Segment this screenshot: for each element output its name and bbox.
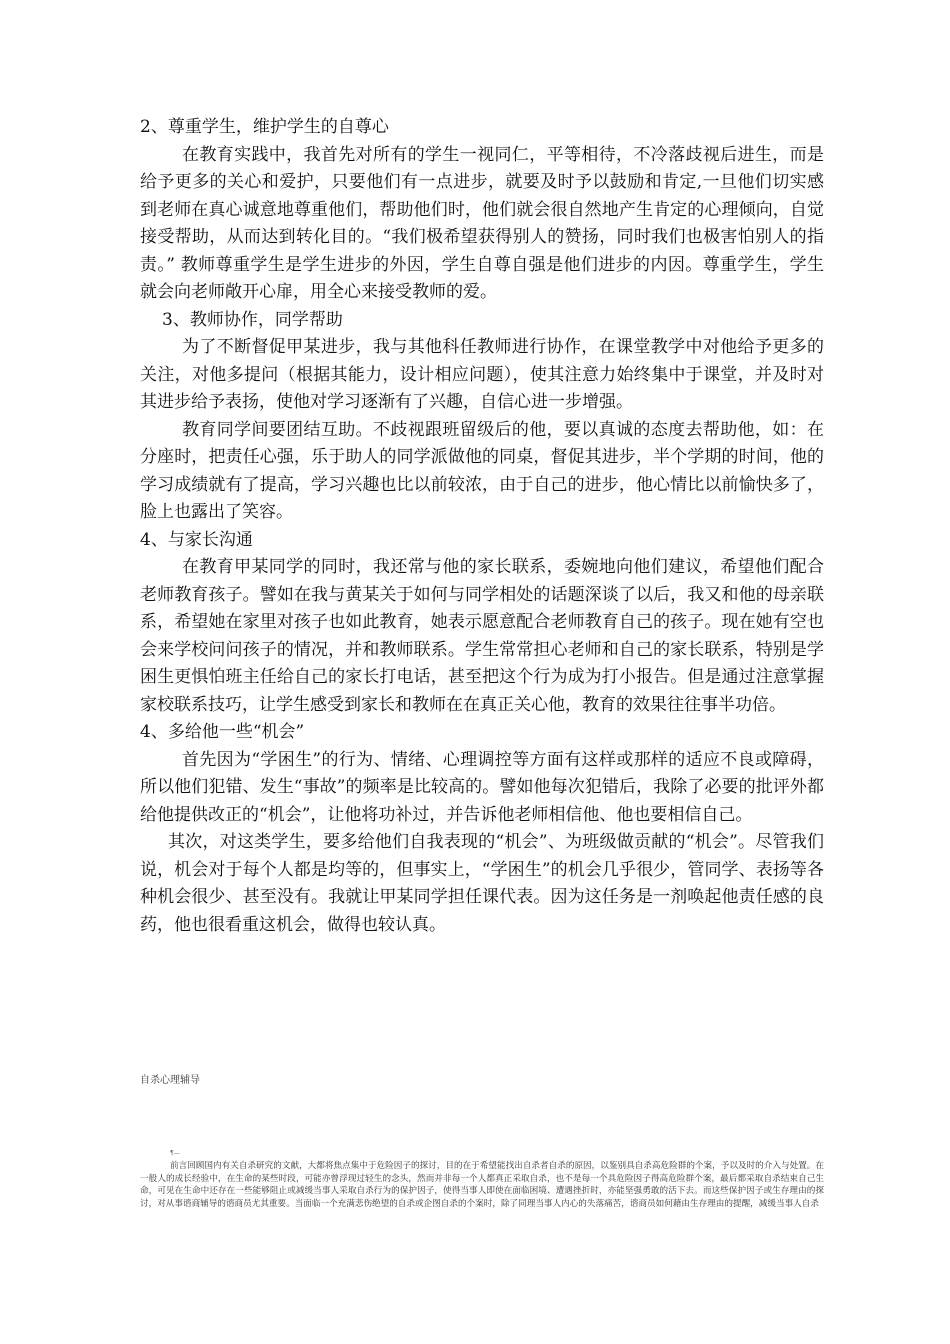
paragraph: 在教育甲某同学的同时，我还常与他的家长联系，委婉地向他们建议，希望他们配合老师教育孩子。譬如在我与黄某关于如何与同学相处的话题深谈了以后，我又和他的母亲联系，希望她在家里对孩子也如此教育，她表示愿意配合老师教育自己的孩子。现在她有空也会来学校问问孩子的情况，并和教师联系。学生常常担心老师和自己的家长联系，特别是学困生更惧怕班主任给自己的家长打电话，甚至把这个行为成为打小报告。但是通过注意掌握家校联系技巧，让学生感受到家长和教师在在真正关心他，教育的效果往往事半功倍。 <box>140 557 824 715</box>
paragraph-mark: ¶— <box>170 1150 180 1157</box>
section-heading: 4、多给他一些“机会” <box>140 722 305 742</box>
paragraph: 教育同学间要团结互助。不歧视跟班留级后的他，要以真诚的态度去帮助他，如：在分座时，把责任心强，乐于助人的同学派做他的同桌，督促其进步，半个学期的时间，他的学习成绩就有了提高，学习兴趣也比以前较浓，由于自己的进步，他心情比以前愉快多了，脸上也露出了笑容。 <box>140 419 824 522</box>
paragraph: 首先因为“学困生”的行为、情绪、心理调控等方面有这样或那样的适应不良或障碍，所以他们犯错、发生“事故”的频率是比较高的。譬如他每次犯错后，我除了必要的批评外都给他提供改正的“机会”，让他将功补过，并告诉他老师相信他、他也要相信自己。 <box>140 749 824 825</box>
section-heading: 4、与家长沟通 <box>140 529 253 550</box>
paragraph: 为了不断督促甲某进步，我与其他科任教师进行协作，在课堂教学中对他给予更多的关注，对他多提问（根据其能力，设计相应问题），使其注意力始终集中于课堂，并及时对其进步给予表扬，使他对学习逐渐有了兴趣，自信心进一步增强。 <box>140 337 824 412</box>
section-heading: 2、尊重学生，维护学生的自尊心 <box>140 117 389 137</box>
appendix-paragraph: 前言回顾国内有关自杀研究的文献，大都将焦点集中于危险因子的探讨，目的在于希望能找出自杀者自杀的原因，以鉴别具自杀高危险群的个案，予以及时的介入与处置。在一般人的成长经验中，在生命的某些时段，可能亦曾浮现过轻生的念头，然而并非每一个人都真正采取自杀，也不是每一个具危险因子得高危险群个案，最后都采取自杀结束自己生命，可见在生命中还存在一些能够阻止或减缓当事人采取自杀行为的保护因子，使得当事人即使在面临困境、遭遇挫折时，亦能坚强勇敢的活下去。而这些保护因子或生存理由的探讨，对从事谘商辅导的谘商员尤其重要。当面临一个充满悲伤绝望的自杀或企图自杀的个案时，除了同理当事人内心的失落痛苦，谘商员如何藉由生存理由的提醒，减缓当事人自杀 <box>140 1161 824 1209</box>
paragraph: 其次，对这类学生，要多给他们自我表现的“机会”、为班级做贡献的“机会”。尽管我们说，机会对于每个人都是均等的，但事实上，“学困生”的机会几乎很少，管同学、表扬等各种机会很少、甚至没有。我就让甲某同学担任课代表。因为这任务是一剂唤起他责任感的良药，他也很看重这机会，做得也较认真。 <box>140 832 824 935</box>
section-heading: 3、教师协作，同学帮助 <box>162 309 343 330</box>
appendix-title: 自杀心理辅导 <box>140 1075 200 1086</box>
appendix-text-block <box>140 1160 824 1210</box>
paragraph: 在教育实践中，我首先对所有的学生一视同仁，平等相待，不冷落歧视后进生，而是给予更多的关心和爱护，只要他们有一点进步，就要及时予以鼓励和肯定,一旦他们切实感到老师在真心诚意地尊重他们，帮助他们时，他们就会很自然地产生肯定的心理倾向，自觉接受帮助，从而达到转化目的。“我们极希望获得别人的赞扬，同时我们也极害怕别人的指责。” 教师尊重学生是学生进步的外因，学生自尊自强是他们进步的内因。尊重学生，学生就会向老师敞开心扉，用全心来接受教师的爱。 <box>140 144 824 302</box>
main-text <box>140 114 824 939</box>
